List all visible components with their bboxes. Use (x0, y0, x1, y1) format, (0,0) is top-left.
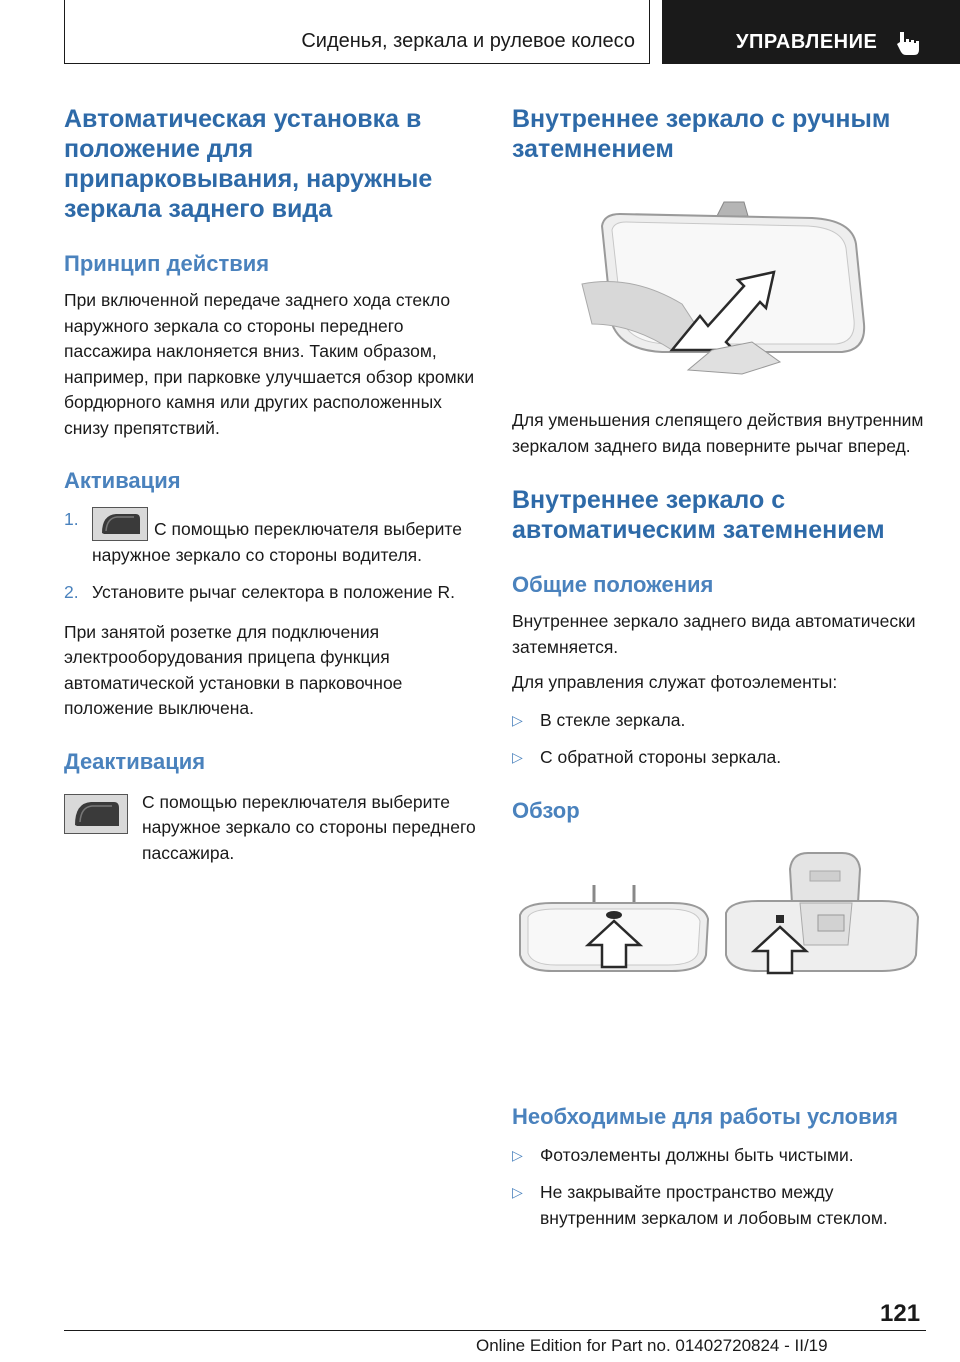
triangle-bullet-icon: ▷ (512, 1146, 523, 1163)
auto-mirror-overview-illustration (512, 835, 926, 1085)
mirror-switch-icon (92, 507, 148, 541)
list-item-text: Не закрывайте пространство между внутренним зеркалом и лобовым стеклом. (540, 1182, 888, 1228)
general-text: Внутреннее зеркало заднего вида автоматически затемняется. (512, 611, 916, 657)
list-item-text: Фотоэлементы должны быть чистыми. (540, 1144, 854, 1165)
principle-heading: Принцип действия (64, 251, 270, 276)
chapter-title: УПРАВЛЕНИЕ (736, 31, 878, 53)
edition-text: Online Edition for Part no. 01402720824 - II/19 (476, 1336, 828, 1355)
triangle-bullet-icon: ▷ (512, 1184, 523, 1200)
section-title: Сиденья, зеркала и рулевое колесо (301, 30, 635, 52)
step-item (64, 507, 478, 568)
footer-divider (64, 1330, 926, 1331)
manual-mirror-illustration (512, 174, 926, 394)
photo-intro: Для управления служат фотоэлементы: (512, 672, 838, 692)
activation-note: При занятой розетке для подключения электрооборудования прицепа функция автоматической установки в парковочное положение выключена. (64, 621, 403, 718)
triangle-bullet-icon: ▷ (512, 749, 523, 765)
manual-dimming-text: Для уменьшения слепящего действия внутренним зеркалом заднего вида поверните рычаг вперед. (512, 410, 924, 456)
overview-heading: Обзор (512, 797, 580, 823)
list-item (512, 1180, 926, 1231)
photo-elements-list (512, 708, 926, 771)
step-number: 1. (64, 509, 79, 529)
pointing-hand-icon (895, 30, 921, 56)
step-text: С помощью переключателя выберите наружное зеркало со стороны водителя. (92, 519, 462, 565)
general-heading: Общие положения (512, 572, 714, 597)
left-title: Автоматическая установка в положение для припарковывания, наружные зеркала заднего вида (64, 105, 433, 223)
triangle-bullet-icon: ▷ (512, 711, 523, 728)
deactivation-heading: Деактивация (64, 748, 206, 774)
step-item (64, 580, 478, 606)
deactivation-text: С помощью переключателя выберите наружное зеркало со стороны переднего пассажира. (142, 791, 476, 863)
step-text: Установите рычаг селектора в положение R. (92, 582, 456, 602)
list-item (512, 708, 926, 734)
auto-dimming-title: Внутреннее зеркало с автоматическим затемнением (512, 486, 885, 544)
list-item-text: В стекле зеркала. (540, 709, 686, 730)
header-section-title (64, 0, 650, 64)
activation-heading: Активация (64, 468, 181, 493)
manual-dimming-title: Внутреннее зеркало с ручным затемнением (512, 105, 891, 163)
step-number: 2. (64, 582, 79, 602)
activation-steps (64, 507, 478, 606)
header-chapter-tab (662, 0, 960, 64)
list-item-text: С обратной стороны зеркала. (540, 747, 782, 767)
left-column (64, 104, 478, 866)
mirror-switch-icon (64, 794, 128, 834)
page-number: 121 (880, 1300, 921, 1327)
principle-text: При включенной передаче заднего хода стекло наружного зеркала со стороны переднего пассажира наклоняется вниз. Таким образом, например, при парковке улучшается обзор кромки бордюрного камня или других расположенных снизу препятствий. (64, 290, 475, 438)
conditions-list (512, 1143, 926, 1232)
deactivation-block (64, 790, 478, 867)
list-item (512, 745, 926, 771)
right-column (512, 104, 926, 1231)
list-item (512, 1143, 926, 1169)
conditions-heading: Необходимые для работы условия (512, 1103, 898, 1129)
